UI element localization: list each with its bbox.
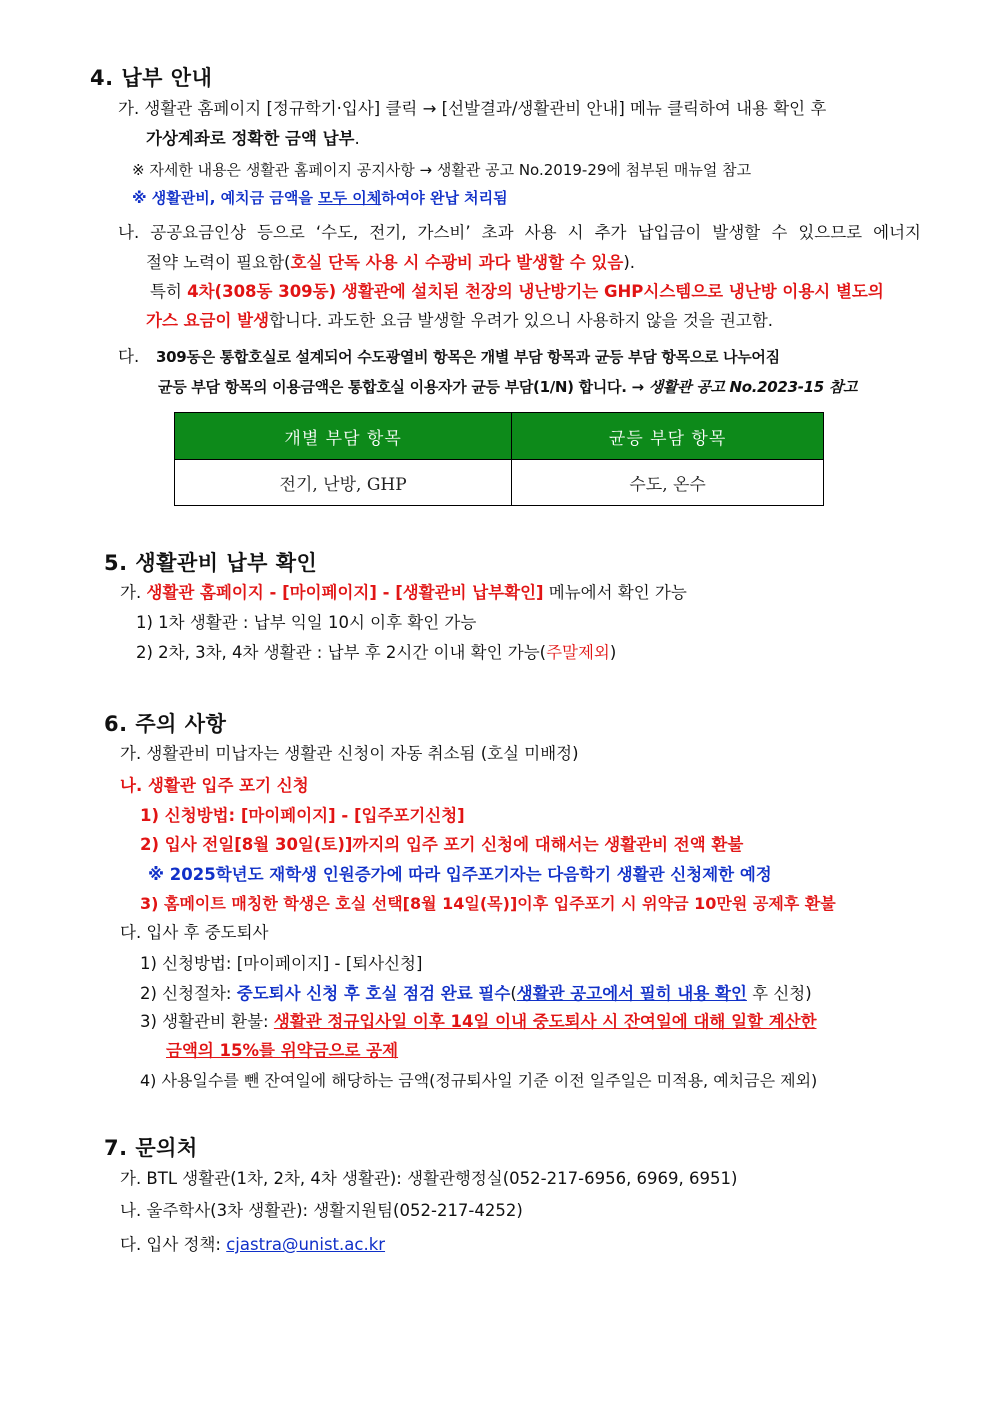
s6-da2-c: 후 신청) bbox=[746, 984, 812, 1003]
s5-item2-red: 주말제외 bbox=[546, 643, 610, 662]
table-cell-individual: 전기, 난방, GHP bbox=[175, 460, 512, 506]
section-7-title: 7. 문의처 bbox=[104, 1136, 198, 1160]
s7-na: 나. 울주학사(3차 생활관): 생활지원팀(052-217-4252) bbox=[120, 1201, 523, 1220]
s4-ga-tail: . bbox=[354, 129, 360, 148]
s6-da3-red1: 생활관 정규입사일 이후 14일 이내 중도퇴사 시 잔여일에 대해 일할 계산한 bbox=[273, 1012, 817, 1031]
s6-na2: 2) 입사 전일[8월 30일(토)]까지의 입주 포기 신청에 대해서는 생활관비 전액 환불 bbox=[140, 835, 744, 854]
table-header-row bbox=[175, 413, 824, 460]
table-cell-shared: 수도, 온수 bbox=[512, 460, 824, 506]
s6-da2-blue: 중도퇴사 신청 후 호실 점검 완료 필수 bbox=[236, 984, 511, 1003]
s4-da-line2-italic: 생활관 공고 No.2023-15 참고 bbox=[648, 378, 858, 396]
s7-da bbox=[120, 1234, 385, 1256]
s4-na-line2-b: ). bbox=[623, 253, 635, 272]
s6-da1: 1) 신청방법: [마이페이지] - [퇴사신청] bbox=[140, 954, 423, 973]
s4-note2-b: 하여야 완납 처리됨 bbox=[381, 189, 508, 207]
s5-ga-a: 가. bbox=[120, 583, 147, 602]
s6-na1: 1) 신청방법: [마이페이지] - [입주포기신청] bbox=[140, 806, 465, 825]
s4-ga-line2 bbox=[146, 128, 360, 150]
s6-da2-a: 2) 신청절차: bbox=[140, 984, 237, 1003]
s6-da2-b: ( bbox=[510, 984, 517, 1003]
s4-da-label: 다. bbox=[118, 347, 140, 366]
s6-na: 나. 생활관 입주 포기 신청 bbox=[120, 776, 309, 795]
s4-na-line1 bbox=[118, 222, 921, 244]
table-row bbox=[175, 460, 824, 506]
s6-ga: 가. 생활관비 미납자는 생활관 신청이 자동 취소됨 (호실 미배정) bbox=[120, 744, 579, 763]
s6-na-note: ※ 2025학년도 재학생 인원증가에 따라 입주포기자는 다음학기 생활관 신청제한 예정 bbox=[148, 865, 772, 884]
s5-ga-red: 생활관 홈페이지 - [마이페이지] - [생활관비 납부확인] bbox=[146, 583, 544, 602]
s4-note2-underline: 모두 이체 bbox=[318, 189, 382, 207]
s5-ga-b: 메뉴에서 확인 가능 bbox=[543, 583, 687, 602]
s6-da2-blue-underline: 생활관 공고에서 필히 내용 확인 bbox=[516, 984, 747, 1003]
s4-na-line4 bbox=[146, 310, 773, 332]
s4-na-line3 bbox=[150, 281, 884, 303]
contact-email-link[interactable]: cjastra@unist.ac.kr bbox=[226, 1235, 386, 1254]
s4-na-line3-red: 4차(308동 309동) 생활관에 설치된 천장의 냉난방기는 GHP시스템으로 냉난방 이용시 별도의 bbox=[187, 282, 884, 301]
s5-item1: 1) 1차 생활관 : 납부 익일 10시 이후 확인 가능 bbox=[136, 613, 477, 632]
s4-da-line1: 309동은 통합호실로 설계되어 수도광열비 항목은 개별 부담 항목과 균등 부담 항목으로 나누어짐 bbox=[156, 348, 780, 366]
s4-na-line2-a: 절약 노력이 필요함( bbox=[146, 253, 291, 272]
section-6-title: 6. 주의 사항 bbox=[104, 712, 227, 736]
s4-ga-bold: 가상계좌로 정확한 금액 납부 bbox=[146, 129, 355, 148]
table-header-individual: 개별 부담 항목 bbox=[175, 413, 512, 460]
s4-note1: ※ 자세한 내용은 생활관 홈페이지 공지사항 → 생활관 공고 No.2019-29에 첨부된 매뉴얼 참고 bbox=[132, 161, 752, 179]
s4-na-line3-a: 특히 bbox=[150, 282, 188, 301]
section-5-title: 5. 생활관비 납부 확인 bbox=[104, 551, 318, 575]
s7-da-a: 다. 입사 정책: bbox=[120, 1235, 227, 1254]
s6-da2 bbox=[140, 983, 812, 1005]
s4-da-line2 bbox=[158, 376, 857, 398]
s4-na-line2 bbox=[146, 252, 635, 274]
table-header-shared: 균등 부담 항목 bbox=[512, 413, 824, 460]
s6-na3: 3) 홈메이트 매칭한 학생은 호실 선택[8월 14일(목)]이후 입주포기 시 위약금 10만원 공제후 환불 bbox=[140, 894, 836, 913]
s4-na-line2-red: 호실 단독 사용 시 수광비 과다 발생할 수 있음 bbox=[290, 253, 624, 272]
s4-note2-a: ※ 생활관비, 예치금 금액을 bbox=[132, 189, 319, 207]
s6-da4: 4) 사용일수를 뺀 잔여일에 해당하는 금액(정규퇴사일 기준 이전 일주일은 미적용, 예치금은 제외) bbox=[140, 1071, 818, 1090]
s6-da: 다. 입사 후 중도퇴사 bbox=[120, 923, 269, 942]
section-4-title: 4. 납부 안내 bbox=[90, 66, 213, 90]
s4-note2 bbox=[132, 187, 508, 209]
s4-na-line1-text: 나. 공공요금인상 등으로 ‘수도, 전기, 가스비’ 초과 사용 시 추가 납입금이 발생할 수 있으므로 에너지 bbox=[118, 223, 921, 242]
s4-da-line2-a: 균등 부담 항목의 이용금액은 통합호실 이용자가 균등 부담(1/N) 합니다. → bbox=[158, 378, 649, 396]
s7-ga: 가. BTL 생활관(1차, 2차, 4차 생활관): 생활관행정실(052-217-6956, 6969, 6951) bbox=[120, 1169, 738, 1188]
s5-ga bbox=[120, 582, 687, 604]
s4-ga-line1: 가. 생활관 홈페이지 [정규학기·입사] 클릭 → [선발결과/생활관비 안내] 메뉴 클릭하여 내용 확인 후 bbox=[118, 99, 827, 118]
s6-da3 bbox=[140, 1011, 817, 1033]
cost-split-table bbox=[174, 412, 824, 506]
s5-item2-b: ) bbox=[609, 643, 617, 662]
s6-da3-a: 3) 생활관비 환불: bbox=[140, 1012, 274, 1031]
s6-da3-red2: 금액의 15%를 위약금으로 공제 bbox=[166, 1041, 399, 1060]
s5-item2-a: 2) 2차, 3차, 4차 생활관 : 납부 후 2시간 이내 확인 가능( bbox=[136, 643, 547, 662]
s4-na-line4-b: 합니다. 과도한 요금 발생할 우려가 있으니 사용하지 않을 것을 권고함. bbox=[269, 311, 774, 330]
s5-item2 bbox=[136, 642, 616, 664]
s4-na-line4-red: 가스 요금이 발생 bbox=[146, 311, 270, 330]
